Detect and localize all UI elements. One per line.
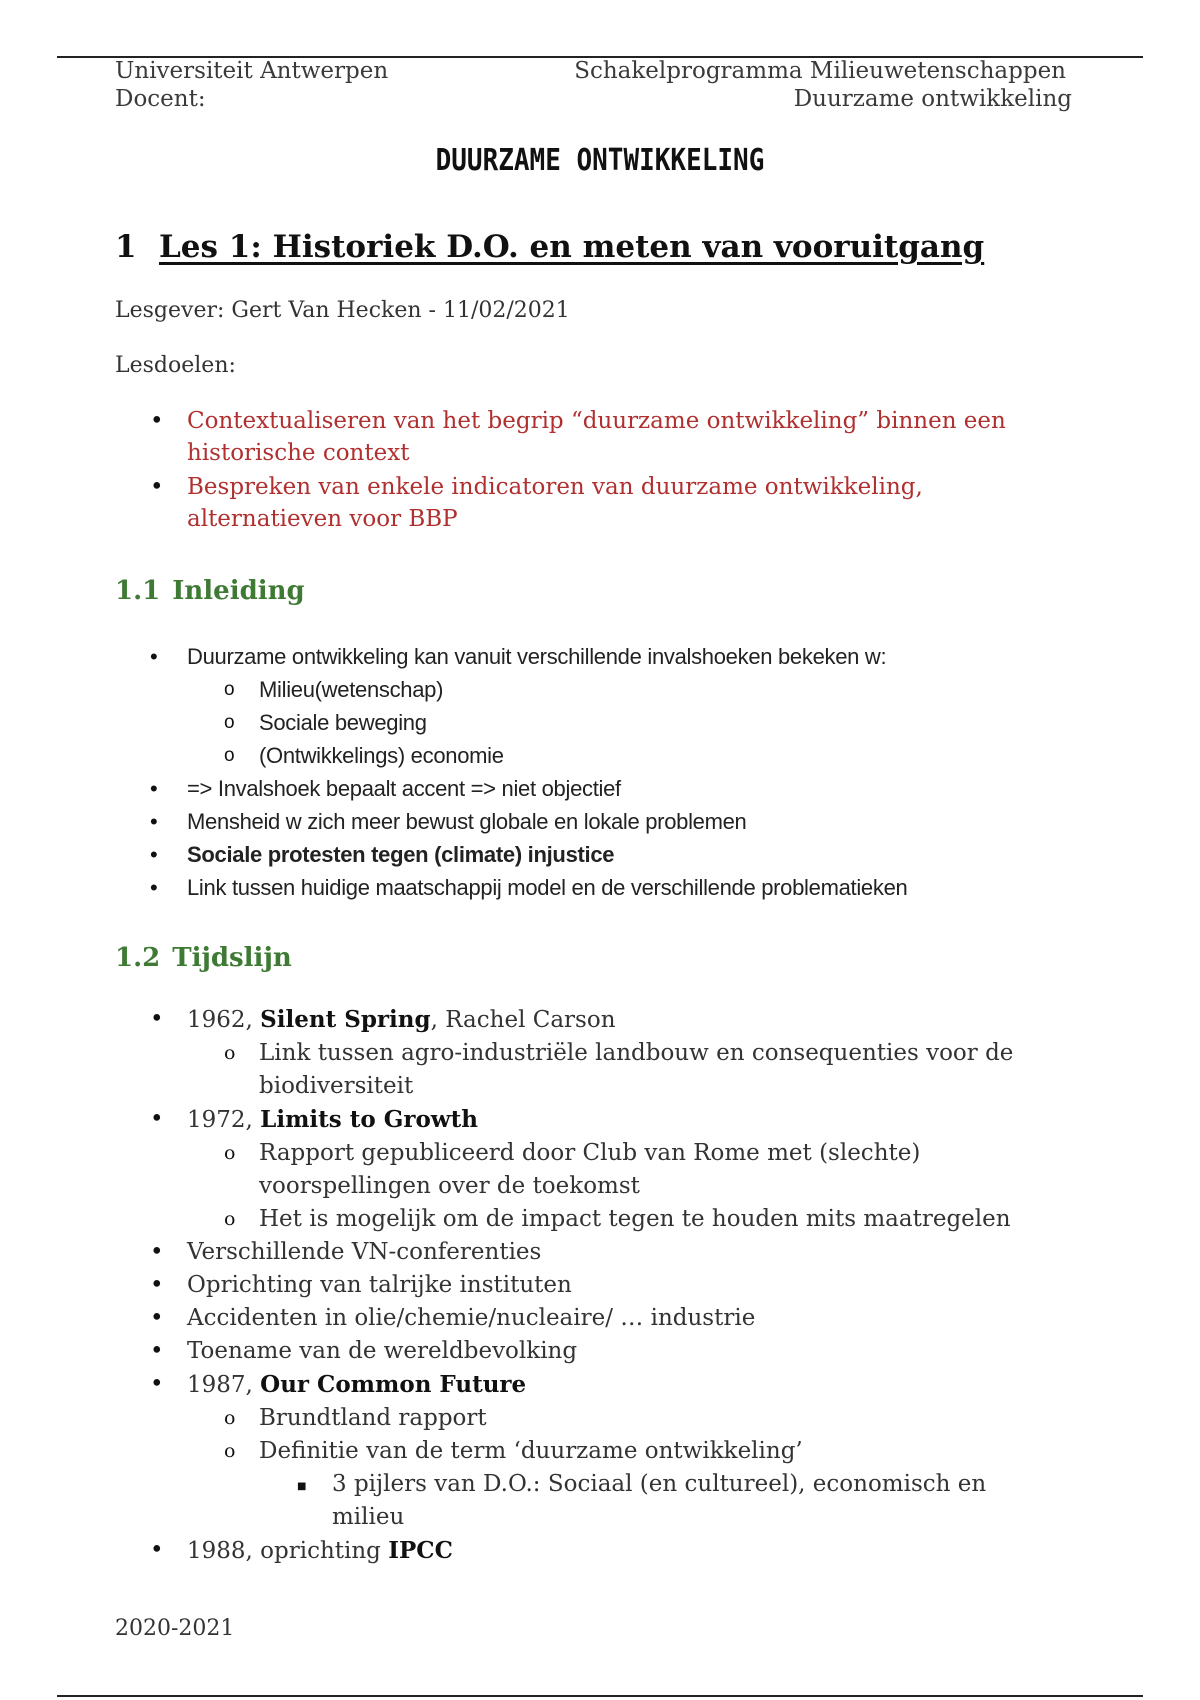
list-item-text: Sociale beweging: [259, 710, 427, 735]
item-title: Silent Spring: [260, 1006, 431, 1033]
item-prefix: 1988, oprichting: [187, 1538, 389, 1564]
header-course: Duurzame ontwikkeling: [793, 86, 1072, 112]
item-title: Our Common Future: [260, 1371, 527, 1398]
sublist-item: [0, 1037, 1080, 1103]
sublist-item: [0, 673, 1080, 706]
timeline-item: [0, 1003, 1080, 1037]
goal-text: • Contextualiseren van het begrip “duurzame ontwikkeling” binnen een historische context: [187, 408, 1006, 466]
sublist-item: [0, 1402, 1080, 1435]
footer-year: 2020-2021: [115, 1616, 235, 1641]
list-item: [0, 471, 1050, 535]
lecturer-line: Lesgever: Gert Van Hecken - 11/02/2021: [115, 298, 570, 323]
sublist-container: [0, 1468, 1080, 1534]
sublist-container: [0, 673, 1080, 772]
list-item-text: Brundtland rapport: [259, 1405, 487, 1431]
section-heading-tijdslijn: [115, 943, 292, 973]
item-prefix: 1962,: [187, 1007, 261, 1033]
sublist-item: [0, 1203, 1080, 1236]
list-item-text: Definitie van de term ‘duurzame ontwikkeling’: [259, 1438, 803, 1464]
timeline-item: [0, 1103, 1080, 1137]
timeline-item: [0, 1368, 1080, 1402]
section-title: Inleiding: [172, 576, 305, 606]
list-item-text: Het is mogelijk om de impact tegen te houden mits maatregelen: [259, 1206, 1011, 1232]
list-item-text: Milieu(wetenschap): [259, 677, 444, 702]
item-suffix: , Rachel Carson: [430, 1007, 616, 1033]
section-number: 1.1: [115, 576, 161, 606]
section-heading-inleiding: [115, 576, 305, 606]
tijdslijn-list: [0, 1003, 1080, 1568]
list-item-text: Link tussen huidige maatschappij model en de verschillende problematieken: [187, 875, 908, 900]
list-item-text: Mensheid w zich meer bewust globale en lokale problemen: [187, 809, 747, 834]
sublist-item: [0, 1435, 1080, 1468]
list-item-text: Accidenten in olie/chemie/nucleaire/ … industrie: [187, 1305, 756, 1331]
timeline-subsublist: [0, 1468, 1080, 1534]
timeline-sublist: [0, 1402, 1080, 1534]
sublist-item: [0, 1137, 1080, 1203]
goals-list: [0, 405, 1050, 537]
inleiding-sublist: [0, 673, 1080, 772]
list-item-text: Oprichting van talrijke instituten: [187, 1272, 572, 1298]
section-title: Tijdslijn: [172, 943, 292, 973]
list-item-text: Toename van de wereldbevolking: [187, 1338, 578, 1364]
list-item-text: Sociale protesten tegen (climate) injustice: [187, 842, 615, 867]
section-number: 1.2: [115, 943, 161, 973]
list-item-text: Duurzame ontwikkeling kan vanuit verschillende invalshoeken bekeken w:: [187, 644, 887, 669]
header-program: Schakelprogramma Milieuwetenschappen: [574, 58, 1066, 84]
list-item-text: (Ontwikkelings) economie: [259, 743, 504, 768]
document-title: DUURZAME ONTWIKKELING: [435, 143, 765, 179]
header-institution: Universiteit Antwerpen: [115, 58, 389, 84]
chapter-heading: [115, 229, 984, 265]
goal-text: • Bespreken van enkele indicatoren van duurzame ontwikkeling, alternatieven voor BBP: [187, 474, 923, 532]
footer-rule: [57, 1695, 1143, 1697]
sublist-container: [0, 1137, 1080, 1236]
item-prefix: 1972,: [187, 1107, 261, 1133]
timeline-sublist: [0, 1137, 1080, 1236]
header-docent: Docent:: [115, 86, 206, 112]
timeline-item: [0, 1269, 1080, 1302]
list-item-text: ■ 3 pijlers van D.O.: Sociaal (en cultureel), economisch en milieu: [332, 1471, 987, 1530]
list-item: [0, 640, 1080, 673]
timeline-sublist: [0, 1037, 1080, 1103]
list-item: [0, 871, 1080, 904]
chapter-title: Les 1: Historiek D.O. en meten van vooruitgang: [159, 229, 985, 265]
sublist-container: [0, 1402, 1080, 1534]
timeline-item: [0, 1534, 1080, 1568]
goals-label: Lesdoelen:: [115, 353, 236, 378]
timeline-item: [0, 1335, 1080, 1368]
list-item: [0, 772, 1080, 805]
list-item: [0, 405, 1050, 469]
list-item-text: o Link tussen agro-industriële landbouw en consequenties voor de biodiversiteit: [259, 1040, 1014, 1099]
item-title: Limits to Growth: [260, 1106, 478, 1133]
sublist-item: [0, 706, 1080, 739]
sublist-container: [0, 1037, 1080, 1103]
timeline-item: [0, 1236, 1080, 1269]
chapter-number: 1: [115, 229, 137, 265]
item-title: IPCC: [388, 1537, 453, 1564]
timeline-item: [0, 1302, 1080, 1335]
list-item-text: => Invalshoek bepaalt accent => niet objectief: [187, 776, 621, 801]
inleiding-list: [0, 640, 1080, 904]
list-item-text: Verschillende VN-conferenties: [187, 1239, 542, 1265]
sublist-item: [0, 739, 1080, 772]
item-prefix: 1987,: [187, 1372, 261, 1398]
subsublist-item: [0, 1468, 1080, 1534]
list-item-text: o Rapport gepubliceerd door Club van Rome met (slechte) voorspellingen over de toekomst: [259, 1140, 921, 1199]
list-item: [0, 838, 1080, 871]
list-item: [0, 805, 1080, 838]
